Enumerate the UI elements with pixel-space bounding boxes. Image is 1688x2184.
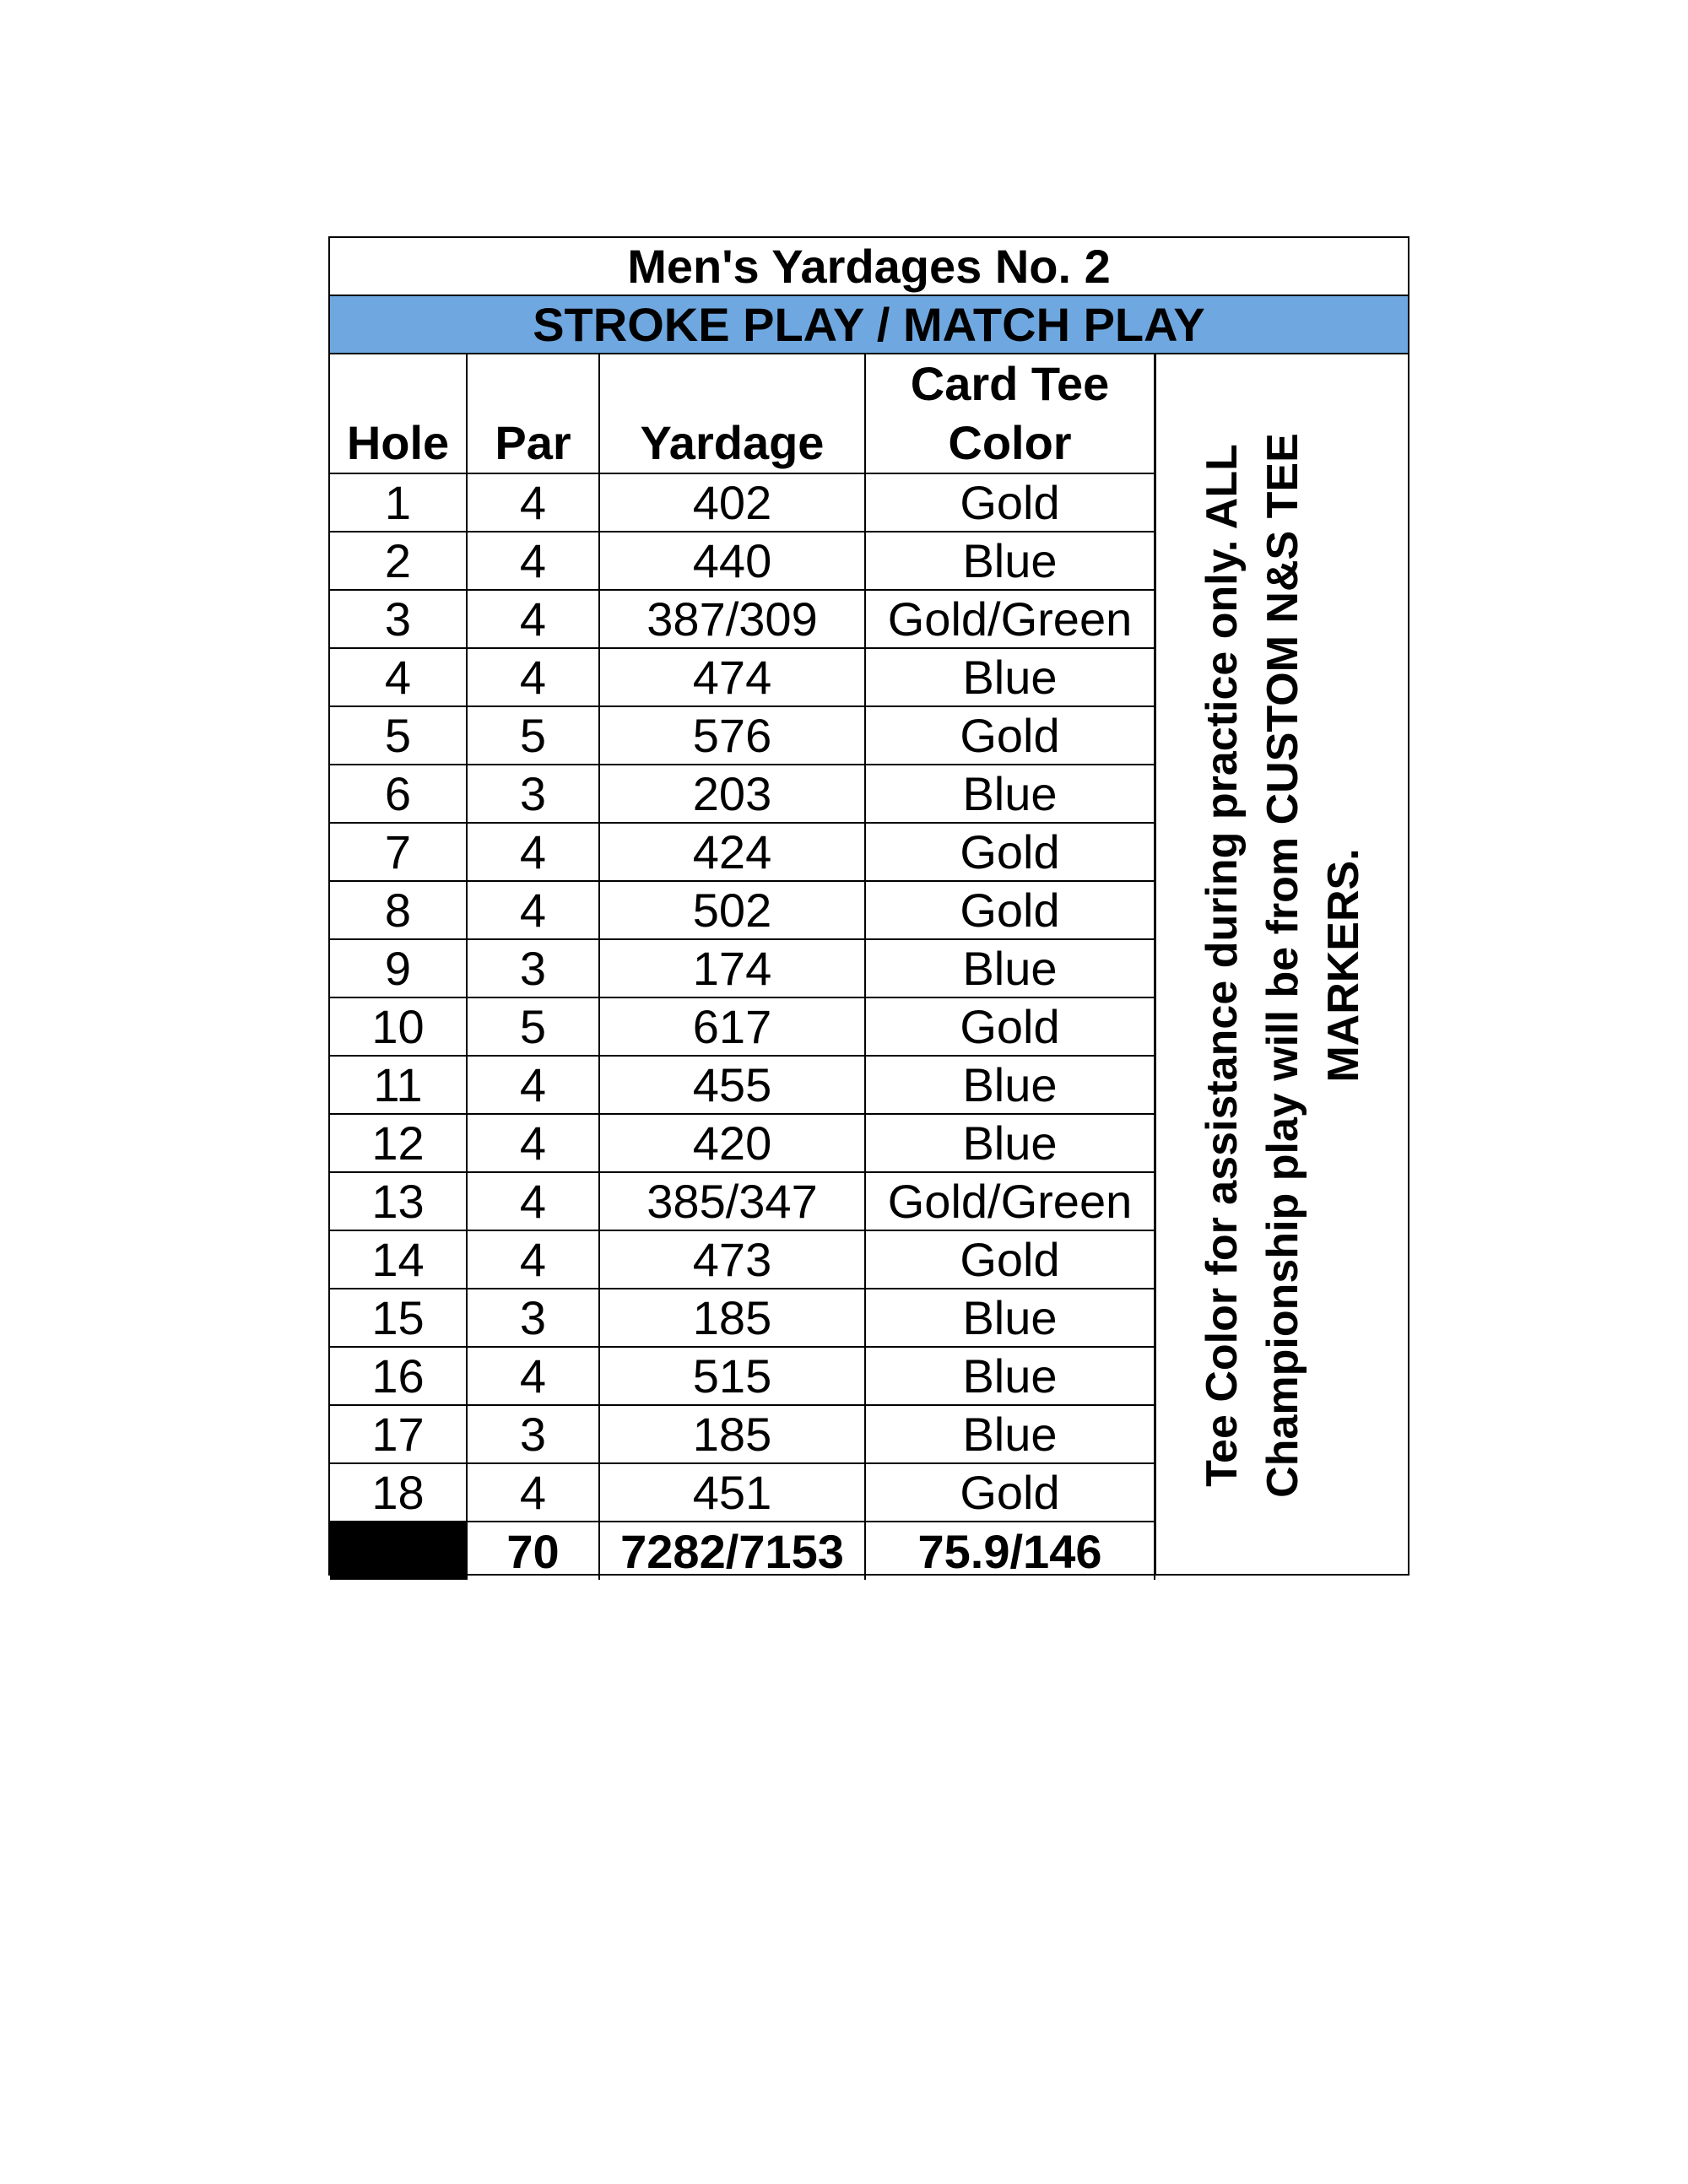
hole-cell: 18 [330,1463,467,1522]
tee-color-cell: Blue [865,532,1155,590]
total-yardage-cell: 7282/7153 [599,1522,865,1580]
table-row [330,532,1155,590]
par-cell: 4 [467,1347,599,1405]
yardage-cell: 576 [599,706,865,765]
tee-color-cell: Blue [865,939,1155,997]
tee-color-cell: Blue [865,1289,1155,1347]
yardage-cell: 174 [599,939,865,997]
par-cell: 5 [467,706,599,765]
par-cell: 5 [467,997,599,1056]
table-row [330,473,1155,532]
hole-cell: 4 [330,648,467,706]
hole-cell: 7 [330,823,467,881]
yardage-cell: 402 [599,473,865,532]
table-row [330,1405,1155,1463]
yardage-cell: 420 [599,1114,865,1172]
hole-cell: 1 [330,473,467,532]
par-cell: 4 [467,648,599,706]
tee-color-cell: Gold [865,997,1155,1056]
par-cell: 4 [467,532,599,590]
par-cell: 4 [467,1172,599,1230]
par-cell: 3 [467,765,599,823]
note-cell [1155,354,1409,1576]
hole-cell: 15 [330,1289,467,1347]
tee-color-cell: Gold [865,473,1155,532]
tee-color-cell: Blue [865,1405,1155,1463]
table-row [330,1056,1155,1114]
par-cell: 4 [467,590,599,648]
tee-color-cell: Gold/Green [865,590,1155,648]
par-cell: 3 [467,939,599,997]
table-row [330,881,1155,939]
total-par-cell: 70 [467,1522,599,1580]
par-cell: 4 [467,473,599,532]
tee-color-cell: Blue [865,1347,1155,1405]
table-header-row [330,354,1155,473]
hole-cell: 2 [330,532,467,590]
yardage-cell: 474 [599,648,865,706]
table-row [330,823,1155,881]
table-row [330,1289,1155,1347]
table-row [330,1230,1155,1289]
par-cell: 4 [467,1056,599,1114]
table-row [330,1347,1155,1405]
hole-cell: 5 [330,706,467,765]
par-cell: 4 [467,1463,599,1522]
hole-cell: 13 [330,1172,467,1230]
hole-cell: 8 [330,881,467,939]
par-column-header: Par [467,354,599,473]
table-row [330,1463,1155,1522]
yardage-cell: 440 [599,532,865,590]
yardage-cell: 185 [599,1405,865,1463]
yardage-cell: 502 [599,881,865,939]
tee-color-cell: Blue [865,765,1155,823]
table-row [330,1172,1155,1230]
card-title: Men's Yardages No. 2 [330,238,1408,296]
yardage-cell: 451 [599,1463,865,1522]
tee-color-column-header [865,354,1155,473]
par-cell: 4 [467,881,599,939]
tee-color-cell: Gold [865,1230,1155,1289]
yardage-cell: 385/347 [599,1172,865,1230]
tee-color-header-line2: Color [948,416,1072,469]
yardage-column-header: Yardage [599,354,865,473]
tee-color-cell: Gold [865,881,1155,939]
hole-cell: 16 [330,1347,467,1405]
hole-cell: 9 [330,939,467,997]
hole-cell: 11 [330,1056,467,1114]
tee-color-cell: Gold [865,823,1155,881]
yardage-cell: 387/309 [599,590,865,648]
par-cell: 3 [467,1289,599,1347]
par-cell: 4 [467,1114,599,1172]
tee-color-cell: Gold/Green [865,1172,1155,1230]
hole-cell: 10 [330,997,467,1056]
tee-color-cell: Blue [865,648,1155,706]
yardage-cell: 473 [599,1230,865,1289]
yardage-table [330,354,1155,1580]
tee-color-cell: Gold [865,706,1155,765]
table-row [330,1114,1155,1172]
table-row [330,590,1155,648]
yardage-cell: 617 [599,997,865,1056]
table-row [330,997,1155,1056]
par-cell: 4 [467,1230,599,1289]
hole-cell: 6 [330,765,467,823]
totals-row [330,1522,1155,1580]
par-cell: 3 [467,1405,599,1463]
yardage-cell: 515 [599,1347,865,1405]
yardage-cell: 455 [599,1056,865,1114]
table-row [330,648,1155,706]
hole-cell: 17 [330,1405,467,1463]
tee-color-cell: Blue [865,1056,1155,1114]
par-cell: 4 [467,823,599,881]
hole-column-header: Hole [330,354,467,473]
yardage-cell: 185 [599,1289,865,1347]
yardage-cell: 424 [599,823,865,881]
tee-color-note: Tee Color for assistance during practice only. ALL Championship play will be from CUSTOM N&S TEE MARKERS. [1198,432,1368,1498]
table-row [330,939,1155,997]
yardage-card [328,236,1409,1576]
tee-color-cell: Gold [865,1463,1155,1522]
blank-black-cell [330,1522,467,1580]
course-rating-cell: 75.9/146 [865,1522,1155,1580]
hole-cell: 14 [330,1230,467,1289]
table-row [330,706,1155,765]
hole-cell: 12 [330,1114,467,1172]
tee-color-header-line1: Card Tee [910,357,1110,410]
card-subtitle: STROKE PLAY / MATCH PLAY [330,296,1408,354]
hole-cell: 3 [330,590,467,648]
tee-color-cell: Blue [865,1114,1155,1172]
yardage-cell: 203 [599,765,865,823]
table-row [330,765,1155,823]
